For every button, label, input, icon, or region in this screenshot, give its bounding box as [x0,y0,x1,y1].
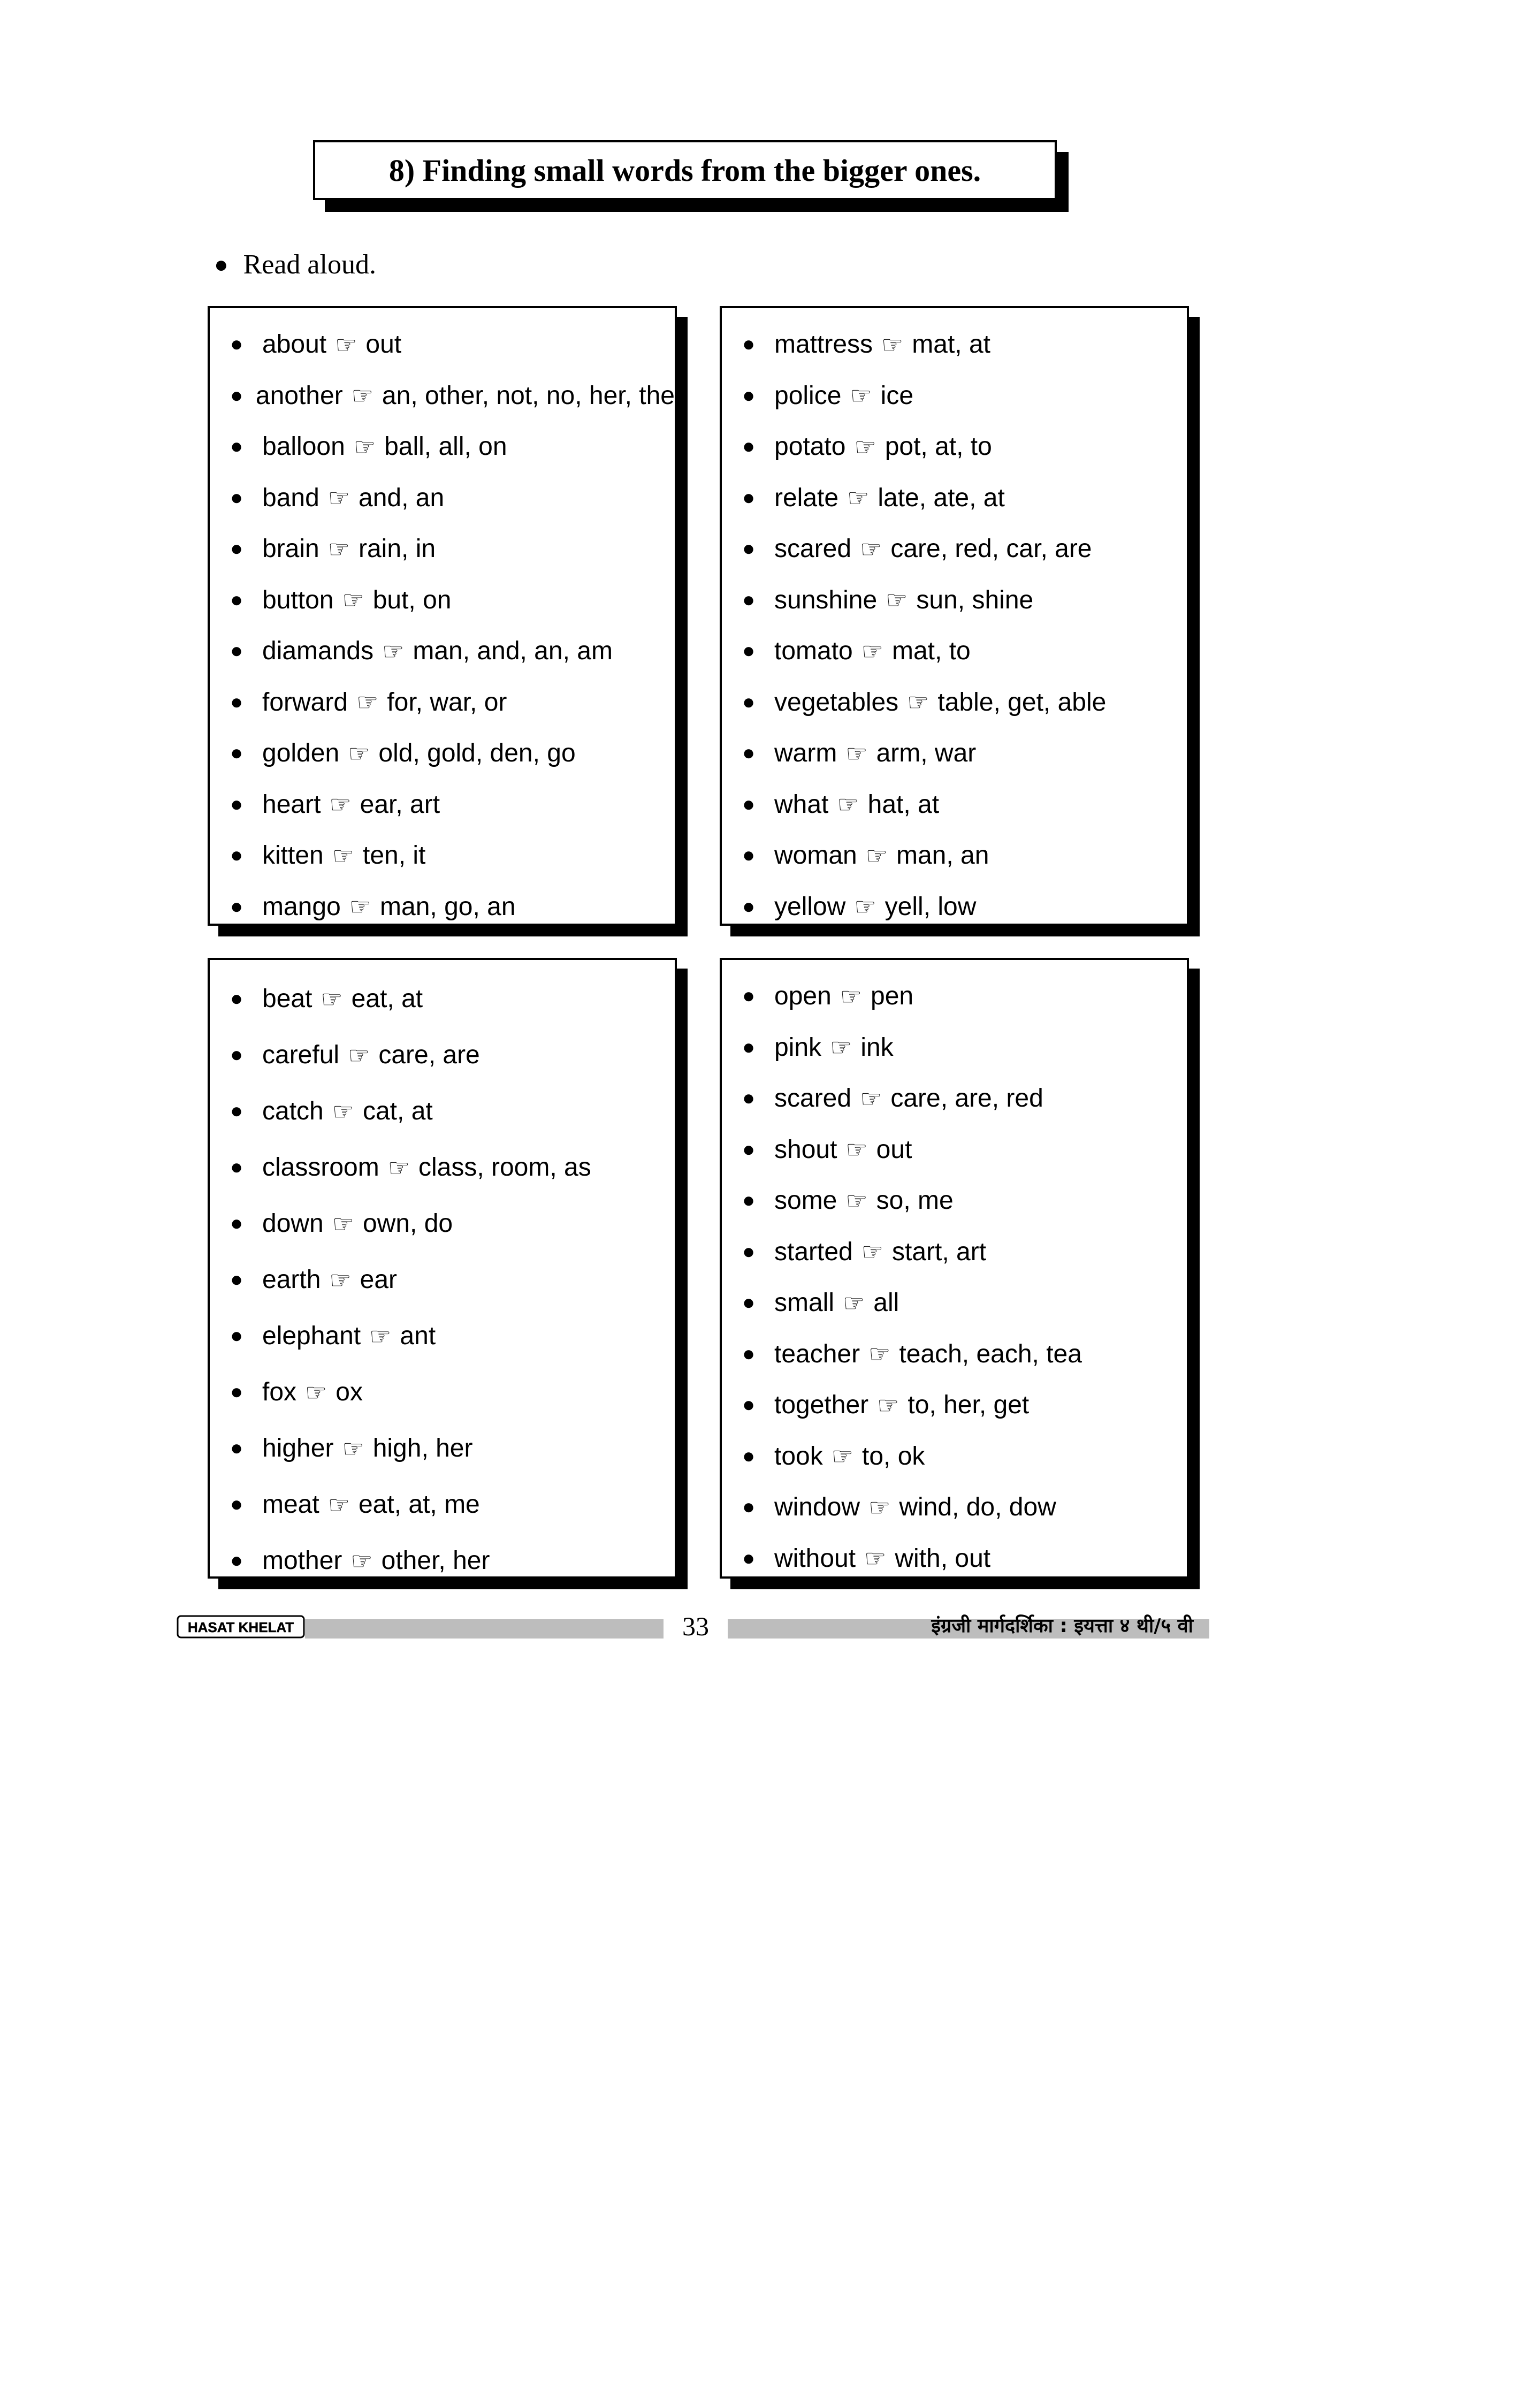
list-item [742,677,1187,728]
bullet-icon: ● [230,1155,243,1179]
pointing-hand-icon: ☞ [861,1238,883,1266]
bullet-icon: ● [230,1492,243,1516]
pointing-hand-icon: ☞ [305,1378,327,1406]
instruction-text: Read aloud. [243,249,376,280]
bullet-icon: ● [742,1035,756,1059]
logo [177,1611,305,1642]
pointing-hand-icon: ☞ [348,1041,370,1069]
small-words: high, her [372,1434,473,1462]
big-word: mattress [774,330,873,359]
big-word: teacher [774,1339,860,1368]
small-words: ear [360,1266,398,1294]
big-word: careful [262,1041,340,1069]
pointing-hand-icon: ☞ [349,893,372,921]
list-item [742,421,1187,473]
word-list [722,971,1187,1584]
small-words: care, are, red [890,1084,1043,1113]
small-words: ink [860,1033,894,1062]
list-item [230,971,675,1027]
word-panel [720,958,1189,1579]
big-word: meat [262,1490,319,1519]
small-words: cat, at [362,1097,433,1125]
instruction [214,249,376,280]
list-item [742,779,1187,830]
list-item [230,677,675,728]
small-words: hat, at [867,790,940,819]
pointing-hand-icon: ☞ [886,586,908,614]
big-word: balloon [262,432,345,461]
bullet-icon: ● [742,1137,756,1161]
big-word: fox [262,1378,297,1406]
list-item [742,1533,1187,1584]
bullet-icon: ● [230,1043,243,1066]
small-words: to, ok [861,1442,925,1470]
bullet-icon: ● [742,690,756,714]
small-words: eat, at [351,985,423,1013]
big-word: started [774,1237,853,1266]
list-item [742,830,1187,881]
big-word: diamands [262,637,374,666]
list-item [742,1482,1187,1533]
word-list [210,319,675,932]
bullet-icon: ● [230,588,243,612]
list-item [742,1175,1187,1226]
big-word: forward [262,688,348,717]
big-word: together [774,1391,869,1420]
book-title: इंग्रजी मार्गदर्शिका : इयत्ता ४ थी/५ वी [931,1615,1193,1637]
bullet-icon: ● [742,332,756,356]
list-item [742,1022,1187,1073]
page-footer [177,1611,1209,1642]
list-item [230,319,675,370]
pointing-hand-icon: ☞ [850,382,872,410]
pointing-hand-icon: ☞ [332,1097,354,1125]
list-item [230,1083,675,1139]
small-words: care, red, car, are [890,535,1092,563]
big-word: button [262,585,334,614]
big-word: mother [262,1546,342,1575]
bullet-icon: ● [230,1099,243,1123]
list-item [230,1420,675,1476]
big-word: without [774,1544,856,1573]
big-word: beat [262,985,312,1013]
small-words: yell, low [884,892,977,921]
pointing-hand-icon: ☞ [845,739,868,767]
big-word: brain [262,535,319,563]
list-item [230,830,675,881]
big-word: band [262,483,319,512]
bullet-icon: ● [230,1380,243,1404]
big-word: higher [262,1434,334,1462]
small-words: late, ate, at [878,483,1005,512]
bullet-icon: ● [230,690,243,714]
bullet-icon: ● [742,1546,756,1570]
pointing-hand-icon: ☞ [335,330,357,359]
list-item [230,523,675,575]
pointing-hand-icon: ☞ [877,1391,899,1419]
small-words: an, other, not, no, her, the [382,381,675,410]
logo-graphic [177,1611,305,1642]
small-words: and, an [359,483,445,512]
list-item [230,1195,675,1252]
list-item [742,370,1187,422]
pointing-hand-icon: ☞ [845,1136,868,1164]
pointing-hand-icon: ☞ [860,535,882,563]
list-item [230,473,675,524]
small-words: other, her [381,1546,490,1575]
pointing-hand-icon: ☞ [830,1033,852,1062]
list-item [230,881,675,933]
list-item [230,779,675,830]
bullet-icon: ● [230,1324,243,1347]
small-words: sun, shine [916,585,1034,614]
bullet-icon: ● [742,1291,756,1315]
bullet-icon: ● [742,1239,756,1263]
list-item [230,1139,675,1195]
pointing-hand-icon: ☞ [348,739,370,767]
list-item [742,575,1187,626]
pointing-hand-icon: ☞ [327,1490,350,1519]
big-word: window [774,1493,860,1522]
list-item [742,1380,1187,1431]
pointing-hand-icon: ☞ [332,841,354,870]
big-word: down [262,1209,324,1238]
big-word: small [774,1289,835,1317]
pointing-hand-icon: ☞ [369,1322,392,1350]
bullet-icon: ● [230,537,243,561]
page-title: 8) Finding small words from the bigger ones. [313,140,1057,200]
pointing-hand-icon: ☞ [861,637,883,665]
big-word: tomato [774,637,853,666]
list-item [230,1308,675,1364]
pointing-hand-icon: ☞ [342,1434,364,1462]
big-word: golden [262,739,340,768]
big-word: kitten [262,841,324,870]
small-words: class, room, as [418,1153,591,1182]
big-word: heart [262,790,321,819]
word-panel [208,306,677,926]
list-item [742,1226,1187,1278]
small-words: start, art [892,1237,987,1266]
bullet-icon: ● [742,485,756,509]
pointing-hand-icon: ☞ [854,893,876,921]
small-words: pot, at, to [884,432,992,461]
bullet-icon: ● [230,435,243,459]
word-panel [720,306,1189,926]
list-item [230,728,675,779]
pointing-hand-icon: ☞ [868,1340,891,1368]
big-word: scared [774,1084,852,1113]
small-words: but, on [372,585,452,614]
small-words: old, gold, den, go [378,739,576,768]
bullet-icon: ● [230,383,243,407]
small-words: for, war, or [387,688,507,717]
list-item [230,1027,675,1083]
bullet-icon: ● [742,1342,756,1366]
small-words: out [876,1135,912,1164]
big-word: warm [774,739,837,768]
bullet-icon: ● [742,741,756,765]
bullet-icon: ● [230,987,243,1010]
small-words: man, go, an [380,892,516,921]
pointing-hand-icon: ☞ [843,1289,865,1317]
pointing-hand-icon: ☞ [351,382,373,410]
list-item [742,1277,1187,1329]
pointing-hand-icon: ☞ [350,1546,373,1575]
bullet-icon: ● [230,792,243,816]
big-word: pink [774,1033,822,1062]
list-item [230,370,675,422]
small-words: own, do [363,1209,453,1238]
list-item [742,319,1187,370]
logo-text: HASAT KHELAT [187,1619,294,1635]
list-item [230,575,675,626]
page-number: 33 [664,1611,728,1642]
pointing-hand-icon: ☞ [321,985,343,1013]
pointing-hand-icon: ☞ [327,484,350,512]
bullet-icon: ● [214,252,228,278]
pointing-hand-icon: ☞ [837,790,859,819]
big-word: relate [774,483,839,512]
small-words: so, me [876,1186,954,1215]
pointing-hand-icon: ☞ [860,1084,882,1112]
bullet-icon: ● [230,332,243,356]
bullet-icon: ● [742,588,756,612]
small-words: ice [880,381,914,410]
big-word: open [774,982,832,1011]
bullet-icon: ● [742,1086,756,1110]
bullet-icon: ● [742,894,756,918]
list-item [742,728,1187,779]
bullet-icon: ● [230,843,243,867]
small-words: ten, it [362,841,426,870]
small-words: rain, in [358,535,436,563]
big-word: about [262,330,327,359]
bullet-icon: ● [742,1393,756,1417]
pointing-hand-icon: ☞ [907,688,929,717]
big-word: mango [262,892,341,921]
big-word: earth [262,1266,321,1294]
big-word: scared [774,535,852,563]
bullet-icon: ● [742,984,756,1008]
small-words: wind, do, dow [899,1493,1056,1522]
big-word: shout [774,1135,837,1164]
small-words: ant [400,1322,436,1350]
pointing-hand-icon: ☞ [864,1544,887,1573]
big-word: potato [774,432,846,461]
list-item [742,881,1187,933]
big-word: woman [774,841,857,870]
list-item [230,1533,675,1589]
small-words: ear, art [360,790,440,819]
bullet-icon: ● [742,1495,756,1519]
list-item [742,1124,1187,1176]
pointing-hand-icon: ☞ [847,484,870,512]
small-words: to, her, get [908,1391,1030,1420]
bullet-icon: ● [230,639,243,663]
small-words: table, get, able [937,688,1107,717]
big-word: police [774,381,842,410]
word-list [722,319,1187,932]
small-words: out [365,330,402,359]
list-item [742,1073,1187,1124]
big-word: vegetables [774,688,899,717]
list-item [230,1364,675,1420]
list-item [742,1431,1187,1482]
pointing-hand-icon: ☞ [342,586,364,614]
word-list [210,971,675,1589]
small-words: ball, all, on [384,432,507,461]
bullet-icon: ● [742,383,756,407]
small-words: teach, each, tea [899,1339,1082,1368]
list-item [230,1476,675,1533]
small-words: mat, at [912,330,990,359]
small-words: ox [336,1378,363,1406]
pointing-hand-icon: ☞ [854,432,876,461]
bullet-icon: ● [742,435,756,459]
list-item [230,626,675,677]
bullet-icon: ● [742,792,756,816]
big-word: another [255,381,343,410]
pointing-hand-icon: ☞ [327,535,350,563]
list-item [230,421,675,473]
small-words: pen [871,982,914,1011]
big-word: classroom [262,1153,379,1182]
small-words: arm, war [876,739,977,768]
bullet-icon: ● [230,1268,243,1291]
pointing-hand-icon: ☞ [845,1186,868,1215]
bullet-icon: ● [230,485,243,509]
pointing-hand-icon: ☞ [356,688,379,717]
big-word: yellow [774,892,846,921]
list-item [742,473,1187,524]
list-item [742,971,1187,1022]
bullet-icon: ● [230,1549,243,1572]
list-item [742,626,1187,677]
bullet-icon: ● [742,537,756,561]
big-word: sunshine [774,585,878,614]
bullet-icon: ● [742,843,756,867]
bullet-icon: ● [742,639,756,663]
small-words: mat, to [892,637,971,666]
pointing-hand-icon: ☞ [382,637,405,665]
small-words: with, out [895,1544,991,1573]
bullet-icon: ● [230,1211,243,1235]
big-word: what [774,790,829,819]
pointing-hand-icon: ☞ [353,432,376,461]
bullet-icon: ● [230,1436,243,1460]
pointing-hand-icon: ☞ [332,1209,354,1238]
pointing-hand-icon: ☞ [881,330,904,359]
small-words: man, an [896,841,989,870]
bullet-icon: ● [230,894,243,918]
big-word: elephant [262,1322,361,1350]
big-word: took [774,1442,823,1470]
small-words: all [873,1289,899,1317]
pointing-hand-icon: ☞ [865,841,888,870]
pointing-hand-icon: ☞ [329,1266,352,1294]
list-item [742,1329,1187,1380]
big-word: catch [262,1097,324,1125]
pointing-hand-icon: ☞ [387,1153,410,1182]
pointing-hand-icon: ☞ [831,1442,853,1470]
pointing-hand-icon: ☞ [329,790,352,819]
bullet-icon: ● [230,741,243,765]
small-words: care, are [378,1041,480,1069]
bullet-icon: ● [742,1188,756,1213]
list-item [742,523,1187,575]
list-item [230,1252,675,1308]
pointing-hand-icon: ☞ [840,982,863,1010]
small-words: man, and, an, am [413,637,613,666]
word-panel [208,958,677,1579]
pointing-hand-icon: ☞ [868,1493,891,1521]
small-words: eat, at, me [358,1490,480,1519]
big-word: some [774,1186,837,1215]
bullet-icon: ● [742,1444,756,1468]
